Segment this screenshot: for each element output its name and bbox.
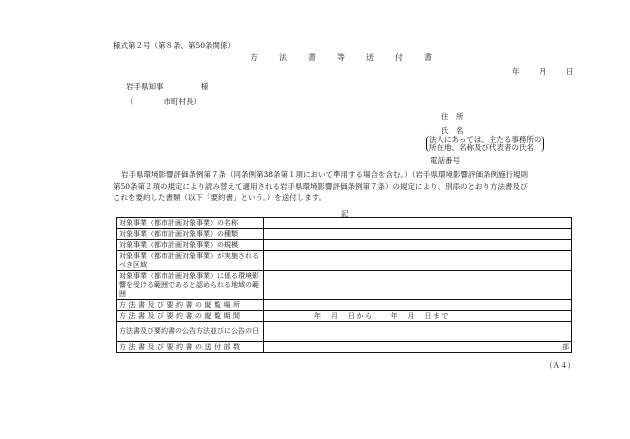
row-value[interactable] [264, 218, 572, 229]
table-row [117, 229, 572, 240]
row-label: 対象事業（都市計画対象事業）の名称 [117, 218, 264, 229]
corporate-note [426, 136, 544, 152]
body-paragraph: 岩手県環境影響評価条例第７条（同条例第38条第１項において準用する場合を含む。）（岩手県環境影響評価条例施行規則第50条第２項の規定により読み替えて適用される岩手県環境影響評価条例第７条）の規定により、別添のとおり方法書及びこれを要約した書類（以下「要約書」という。）を送付します。 [113, 170, 529, 202]
table-row [117, 311, 572, 322]
table-row [117, 240, 572, 251]
row-label: 対象事業（都市計画対象事業）の種類 [117, 229, 264, 240]
corporate-note-line1: 法人にあっては、主たる事務所の [429, 135, 542, 144]
row-value[interactable] [264, 322, 572, 342]
table-row [117, 300, 572, 311]
details-table [116, 217, 572, 353]
document-title: 方法書等送付書 [250, 53, 453, 62]
addressee-mayor: （ 市町村長） [126, 97, 201, 106]
table-row [117, 251, 572, 271]
row-value[interactable] [264, 229, 572, 240]
corporate-note-line2: 所在地、名称及び代表者の氏名 [429, 143, 534, 152]
row-label: 方法書及び要約書の縦覧場所 [117, 300, 264, 311]
copies-value[interactable]: 部 [264, 342, 572, 353]
row-value[interactable] [264, 251, 572, 271]
paper-size: （Ａ４） [545, 361, 575, 370]
phone-label: 電話番号 [430, 156, 460, 165]
address-label: 住 所 [441, 112, 464, 121]
name-label: 氏 名 [441, 126, 464, 135]
table-row [117, 342, 572, 353]
row-label: 対象事業（都市計画対象事業）が実施されるべき区域 [117, 251, 264, 271]
row-label: 対象事業（都市計画対象事業）の規模 [117, 240, 264, 251]
table-row [117, 271, 572, 300]
ki-heading: 記 [341, 209, 349, 218]
date-line: 年 月 日 [512, 67, 580, 76]
row-value[interactable] [264, 300, 572, 311]
sender-block [441, 110, 464, 138]
row-value[interactable] [264, 240, 572, 251]
table-row [117, 322, 572, 342]
row-value[interactable] [264, 271, 572, 300]
form-number: 様式第２号（第８条、第50条関係） [113, 41, 236, 50]
addressee-governor: 岩手県知事 様 [126, 82, 209, 91]
row-label: 対象事業（都市計画対象事業）に係る環境影響を受ける範囲であると認められる地域の範囲 [117, 271, 264, 300]
row-label: 方法書及び要約書の送付部数 [117, 342, 264, 353]
row-label: 方法書及び要約書の公告方法並びに公告の日 [117, 322, 264, 342]
row-label: 方法書及び要約書の縦覧期間 [117, 311, 264, 322]
table-row [117, 218, 572, 229]
inspection-period-value[interactable]: 年 月 日から 年 月 日まで [264, 311, 572, 322]
